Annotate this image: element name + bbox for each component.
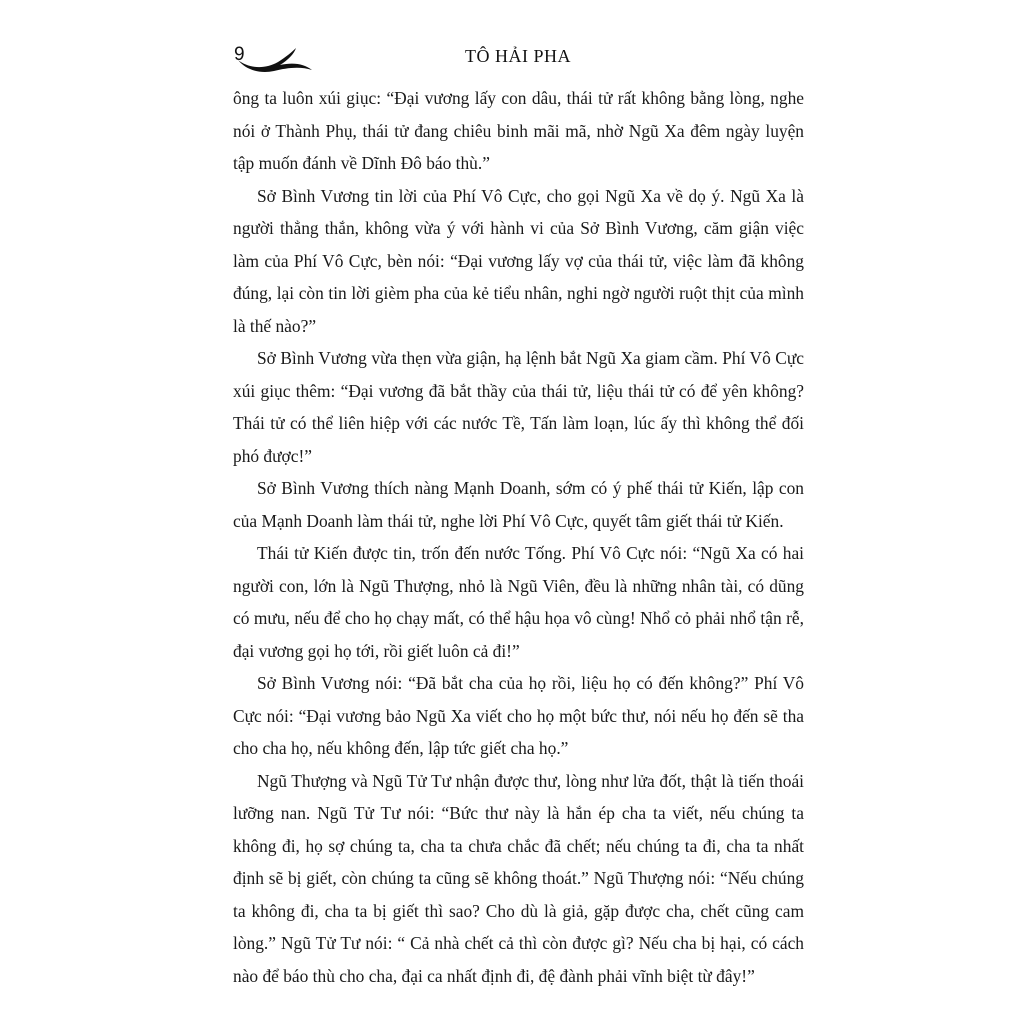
page-number: 9 <box>234 44 245 65</box>
paragraph: Thái tử Kiến được tin, trốn đến nước Tống. Phí Vô Cực nói: “Ngũ Xa có hai người con, lớn là Ngũ Thượng, nhỏ là Ngũ Viên, đều là những nhân tài, có dũng có mưu, nếu để cho họ chạy mất, có thể hậu họa vô cùng! Nhổ cỏ phải nhổ tận rễ, đại vương gọi họ tới, rồi giết luôn cả đi!” <box>233 543 804 661</box>
paragraph: Sở Bình Vương vừa thẹn vừa giận, hạ lệnh bắt Ngũ Xa giam cầm. Phí Vô Cực xúi giục thêm: “Đại vương đã bắt thầy của thái tử, liệu thái tử có để yên không? Thái tử có thể liên hiệp với các nước Tề, Tấn làm loạn, lúc ấy thì không thể đối phó được!” <box>233 348 804 466</box>
running-title: TÔ HẢI PHA <box>465 46 571 66</box>
paragraph: ông ta luôn xúi giục: “Đại vương lấy con dâu, thái tử rất không bằng lòng, nghe nói ở Thành Phụ, thái tử đang chiêu binh mãi mã, nhờ Ngũ Xa đêm ngày luyện tập muốn đánh về Dĩnh Đô báo thù.” <box>233 88 804 173</box>
paragraph: Ngũ Thượng và Ngũ Tử Tư nhận được thư, lòng như lửa đốt, thật là tiến thoái lưỡng nan. Ngũ Tử Tư nói: “Bức thư này là hắn ép cha ta viết, nếu chúng ta không đi, họ sợ chúng ta, cha ta chưa chắc đã chết; nếu chúng ta đi, cha ta nhất định sẽ bị giết, còn chúng ta cũng sẽ không thoát.” Ngũ Thượng nói: “Nếu chúng ta không đi, cha ta bị giết thì sao? Cho dù là giả, gặp được cha, chết cũng cam lòng.” Ngũ Tử Tư nói: “ Cả nhà chết cả thì còn được gì? Nếu cha bị hại, có cách nào để báo thù cho cha, đại ca nhất định đi, đệ đành phải vĩnh biệt từ đây!” <box>233 770 804 986</box>
paragraph: Sở Bình Vương nói: “Đã bắt cha của họ rồi, liệu họ có đến không?” Phí Vô Cực nói: “Đại vương bảo Ngũ Xa viết cho họ một bức thư, nói nếu họ đến sẽ tha cho cha họ, nếu không đến, lập tức giết cha họ.” <box>233 673 804 758</box>
page-header <box>232 40 804 76</box>
body-text <box>233 82 804 992</box>
paragraph: Sở Bình Vương tin lời của Phí Vô Cực, cho gọi Ngũ Xa về dọ ý. Ngũ Xa là người thẳng thắn, không vừa ý với hành vi của Sở Bình Vương, căm giận việc làm của Phí Vô Cực, bèn nói: “Đại vương lấy vợ của thái tử, việc làm đã không đúng, lại còn tin lời gièm pha của kẻ tiểu nhân, nghi ngờ người ruột thịt của mình là thế nào?” <box>233 185 804 336</box>
paragraph: Sở Bình Vương thích nàng Mạnh Doanh, sớm có ý phế thái tử Kiến, lập con của Mạnh Doanh làm thái tử, nghe lời Phí Vô Cực, quyết tâm giết thái tử Kiến. <box>233 478 804 531</box>
